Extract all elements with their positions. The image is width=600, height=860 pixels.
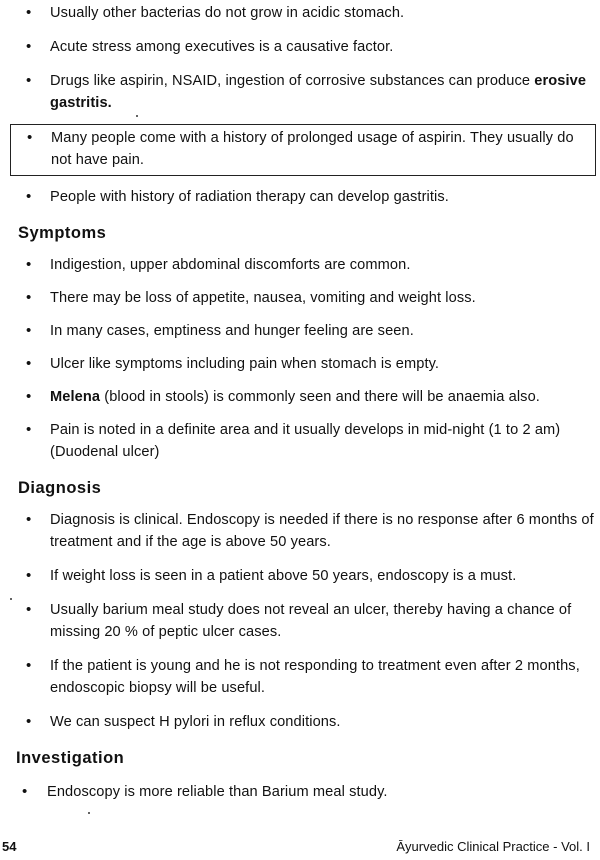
bullet-icon: •: [26, 72, 32, 89]
symptoms-list: [0, 254, 600, 463]
intro-list: [0, 2, 600, 208]
list-item: [0, 711, 600, 733]
print-speck: [88, 812, 90, 814]
bullet-icon: •: [26, 256, 32, 273]
print-speck: [10, 598, 12, 600]
bullet-icon: •: [26, 388, 32, 405]
list-item: [0, 36, 600, 58]
section-heading-symptoms: Symptoms: [18, 224, 107, 242]
bullet-icon: •: [26, 713, 32, 730]
list-item: [0, 781, 600, 803]
list-item: [0, 655, 600, 699]
bullet-icon: •: [27, 129, 33, 146]
bullet-icon: •: [22, 783, 28, 800]
list-item: [0, 70, 600, 114]
list-item-text: (blood in stools) is commonly seen and there will be anaemia also.: [100, 389, 540, 405]
list-item: [0, 186, 600, 208]
list-item: [0, 2, 600, 24]
list-item: [0, 254, 600, 276]
list-item: [0, 320, 600, 342]
bold-term: Melena: [50, 389, 101, 405]
bullet-icon: •: [26, 322, 32, 339]
list-item: [0, 353, 600, 375]
print-speck: [136, 115, 138, 117]
list-item-text: Endoscopy is more reliable than Barium meal study.: [47, 784, 388, 800]
list-item-text: If the patient is young and he is not responding to treatment even after 2 months, endoscopic biopsy will be useful.: [50, 658, 580, 696]
bullet-icon: •: [26, 38, 32, 55]
bullet-icon: •: [26, 567, 32, 584]
diagnosis-list: [0, 509, 600, 733]
page-number: 54: [2, 839, 17, 854]
list-item-text: In many cases, emptiness and hunger feeling are seen.: [50, 323, 414, 339]
list-item-text: Many people come with a history of prolonged usage of aspirin. They usually do not have pain.: [51, 130, 574, 168]
list-item-text: People with history of radiation therapy can develop gastritis.: [50, 189, 449, 205]
list-item-text: Usually barium meal study does not reveal an ulcer, thereby having a chance of missing 20 % of peptic ulcer cases.: [50, 602, 572, 640]
bullet-icon: •: [26, 421, 32, 438]
bullet-icon: •: [26, 601, 32, 618]
section-heading-diagnosis: Diagnosis: [18, 479, 102, 497]
list-item-text: Indigestion, upper abdominal discomforts are common.: [50, 257, 411, 273]
list-item-text: Diagnosis is clinical. Endoscopy is needed if there is no response after 6 months of treatment and if the age is above 50 years.: [50, 512, 594, 550]
list-item: [0, 599, 600, 643]
list-item: [0, 419, 600, 463]
bullet-icon: •: [26, 188, 32, 205]
list-item-text: We can suspect H pylori in reflux conditions.: [50, 714, 341, 730]
list-item-text: Ulcer like symptoms including pain when stomach is empty.: [50, 356, 440, 372]
bullet-icon: •: [26, 355, 32, 372]
bullet-icon: •: [26, 289, 32, 306]
list-item: [0, 287, 600, 309]
list-item-text: Drugs like aspirin, NSAID, ingestion of corrosive substances can produce: [50, 73, 535, 89]
list-item-text: Usually other bacterias do not grow in acidic stomach.: [50, 5, 405, 21]
investigation-list: [0, 781, 600, 803]
highlighted-list-item: [10, 124, 596, 176]
bold-term: erosive gastritis.: [50, 73, 587, 111]
bullet-icon: •: [26, 511, 32, 528]
list-item-text: There may be loss of appetite, nausea, vomiting and weight loss.: [50, 290, 476, 306]
list-item: [0, 565, 600, 587]
section-heading-investigation: Investigation: [16, 749, 125, 767]
list-item-text: Acute stress among executives is a causative factor.: [50, 39, 394, 55]
bullet-icon: •: [26, 657, 32, 674]
list-item-text: If weight loss is seen in a patient above 50 years, endoscopy is a must.: [50, 568, 517, 584]
list-item-text: Pain is noted in a definite area and it usually develops in mid-night (1 to 2 am) (Duodenal ulcer): [50, 422, 561, 460]
bullet-icon: •: [26, 4, 32, 21]
list-item: [0, 386, 600, 408]
book-title: Āyurvedic Clinical Practice - Vol. I: [396, 839, 590, 854]
list-item: [0, 509, 600, 553]
